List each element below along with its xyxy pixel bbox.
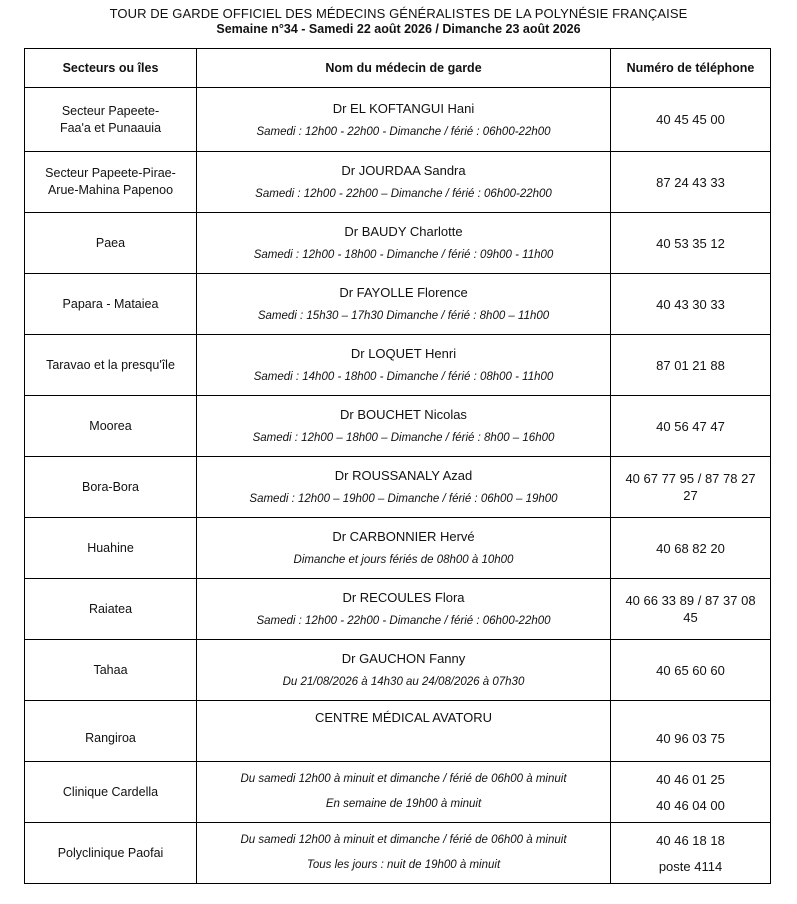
- phone-number: 40 67 77 95 / 87 78 27 27: [625, 471, 756, 503]
- table-row: [25, 762, 771, 823]
- phone-cell: [611, 335, 771, 396]
- sector-cell: [25, 640, 197, 701]
- doctor-name: Dr GAUCHON Fanny: [341, 651, 466, 666]
- on-call-table: [24, 48, 771, 884]
- doctor-name: Dr ROUSSANALY Azad: [334, 468, 473, 483]
- doctor-cell: [197, 518, 611, 579]
- sector-cell: [25, 762, 197, 823]
- phone-number: 40 46 04 00: [656, 797, 725, 813]
- phone-number: 40 46 01 25: [656, 771, 725, 787]
- on-call-hours: Dimanche et jours fériés de 08h00 à 10h00: [293, 554, 514, 566]
- on-call-hours: Samedi : 12h00 - 22h00 – Dimanche / férié : 06h00-22h00: [255, 188, 552, 200]
- doctor-name: Dr CARBONNIER Hervé: [332, 529, 475, 544]
- sector-name: Polyclinique Paofai: [57, 845, 164, 860]
- sector-name: Tahaa: [93, 662, 128, 677]
- page-subtitle: Semaine n°34 - Samedi 22 août 2026 / Dimanche 23 août 2026: [216, 22, 581, 36]
- phone-number: 40 56 47 47: [656, 418, 725, 434]
- on-call-hours: Samedi : 12h00 - 18h00 - Dimanche / férié : 09h00 - 11h00: [253, 249, 554, 261]
- on-call-hours: Samedi : 12h00 – 18h00 – Dimanche / férié : 8h00 – 16h00: [252, 432, 555, 444]
- table-row: [25, 274, 771, 335]
- phone-cell: [611, 579, 771, 640]
- doctor-cell: [197, 823, 611, 884]
- doctor-cell: [197, 335, 611, 396]
- doctor-name: Dr RECOULES Flora: [342, 590, 465, 605]
- table-row: [25, 701, 771, 762]
- phone-cell: [611, 88, 771, 152]
- phone-number: 40 45 45 00: [656, 112, 725, 127]
- column-header-phone: Numéro de téléphone: [611, 49, 771, 88]
- sector-cell: [25, 701, 197, 762]
- doctor-cell: [197, 274, 611, 335]
- phone-number: 40 65 60 60: [656, 662, 725, 678]
- doctor-cell: [197, 762, 611, 823]
- phone-cell: [611, 152, 771, 213]
- sector-cell: [25, 335, 197, 396]
- table-header-row: [25, 49, 771, 88]
- phone-number: 40 96 03 75: [656, 730, 725, 746]
- phone-cell: [611, 274, 771, 335]
- doctor-cell: [197, 396, 611, 457]
- phone-number: 40 43 30 33: [656, 296, 725, 312]
- column-header-doctor: Nom du médecin de garde: [197, 49, 611, 88]
- on-call-hours: Samedi : 12h00 - 22h00 - Dimanche / férié : 06h00-22h00: [256, 125, 551, 138]
- phone-cell: [611, 640, 771, 701]
- table-row: [25, 152, 771, 213]
- on-call-hours: Samedi : 15h30 – 17h30 Dimanche / férié : 8h00 – 11h00: [257, 310, 550, 322]
- phone-cell: [611, 396, 771, 457]
- phone-number: 40 46 18 18: [656, 832, 725, 848]
- sector-cell: [25, 88, 197, 152]
- sector-name: Huahine: [87, 540, 134, 555]
- doctor-name: Dr EL KOFTANGUI Hani: [332, 100, 475, 116]
- table-row: [25, 518, 771, 579]
- phone-cell: [611, 823, 771, 884]
- table-row: [25, 213, 771, 274]
- on-call-hours: Du samedi 12h00 à minuit et dimanche / férié de 06h00 à minuit: [240, 773, 567, 785]
- sector-cell: [25, 579, 197, 640]
- doctor-name: Dr BOUCHET Nicolas: [340, 407, 467, 422]
- sector-cell: [25, 823, 197, 884]
- on-call-hours: Samedi : 12h00 - 22h00 - Dimanche / férié : 06h00-22h00: [256, 615, 551, 627]
- phone-cell: [611, 213, 771, 274]
- sector-cell: [25, 457, 197, 518]
- doctor-cell: [197, 152, 611, 213]
- table-row: [25, 396, 771, 457]
- on-call-hours: Tous les jours : nuit de 19h00 à minuit: [306, 859, 501, 871]
- doctor-cell: [197, 213, 611, 274]
- sector-name: Clinique Cardella: [62, 784, 159, 799]
- phone-cell: [611, 518, 771, 579]
- sector-name: Papara - Mataiea: [62, 296, 159, 311]
- on-call-hours: Du samedi 12h00 à minuit et dimanche / férié de 06h00 à minuit: [240, 834, 567, 846]
- sector-cell: [25, 274, 197, 335]
- phone-number: 87 01 21 88: [656, 357, 725, 373]
- phone-number: poste 4114: [658, 858, 723, 874]
- doctor-name: Dr FAYOLLE Florence: [339, 285, 468, 300]
- table-row: [25, 579, 771, 640]
- phone-number: 40 53 35 12: [656, 235, 725, 251]
- table-row: [25, 335, 771, 396]
- phone-number: 40 66 33 89 / 87 37 08 45: [625, 593, 756, 625]
- table-row: [25, 457, 771, 518]
- phone-number: 87 24 43 33: [656, 174, 725, 190]
- sector-name: Paea: [95, 235, 126, 250]
- column-header-sector: Secteurs ou îles: [25, 49, 197, 88]
- sector-name: Secteur Papeete-Faa'a et Punaauia: [59, 103, 162, 135]
- table-row: [25, 823, 771, 884]
- sector-name: Secteur Papeete-Pirae-Arue-Mahina Papenoo: [45, 166, 176, 197]
- sector-cell: [25, 152, 197, 213]
- sector-name: Moorea: [89, 418, 132, 433]
- phone-cell: [611, 762, 771, 823]
- on-call-hours: En semaine de 19h00 à minuit: [325, 798, 482, 810]
- doctor-name: Dr JOURDAA Sandra: [341, 163, 466, 178]
- sector-cell: [25, 518, 197, 579]
- sector-cell: [25, 213, 197, 274]
- on-call-hours: Samedi : 12h00 – 19h00 – Dimanche / férié : 06h00 – 19h00: [249, 493, 558, 505]
- sector-cell: [25, 396, 197, 457]
- on-call-hours: Du 21/08/2026 à 14h30 au 24/08/2026 à 07h30: [282, 676, 525, 688]
- doctor-cell: [197, 640, 611, 701]
- doctor-cell: [197, 579, 611, 640]
- doctor-name: Dr LOQUET Henri: [350, 346, 457, 361]
- page-title: TOUR DE GARDE OFFICIEL DES MÉDECINS GÉNÉRALISTES DE LA POLYNÉSIE FRANÇAISE: [109, 6, 688, 21]
- sector-name: Bora-Bora: [82, 479, 139, 494]
- doctor-cell: [197, 457, 611, 518]
- phone-cell: [611, 457, 771, 518]
- table-row: [25, 640, 771, 701]
- doctor-cell: [197, 88, 611, 152]
- doctor-name: Dr BAUDY Charlotte: [344, 224, 463, 239]
- on-call-hours: Samedi : 14h00 - 18h00 - Dimanche / férié : 08h00 - 11h00: [253, 371, 554, 383]
- sector-name: Raiatea: [88, 601, 133, 616]
- doctor-cell: [197, 701, 611, 762]
- phone-number: 40 68 82 20: [656, 540, 725, 556]
- sector-name: Taravao et la presqu'île: [46, 357, 175, 372]
- phone-cell: [611, 701, 771, 762]
- sector-name: Rangiroa: [85, 730, 136, 745]
- doctor-name: CENTRE MÉDICAL AVATORU: [315, 709, 492, 725]
- table-row: [25, 88, 771, 152]
